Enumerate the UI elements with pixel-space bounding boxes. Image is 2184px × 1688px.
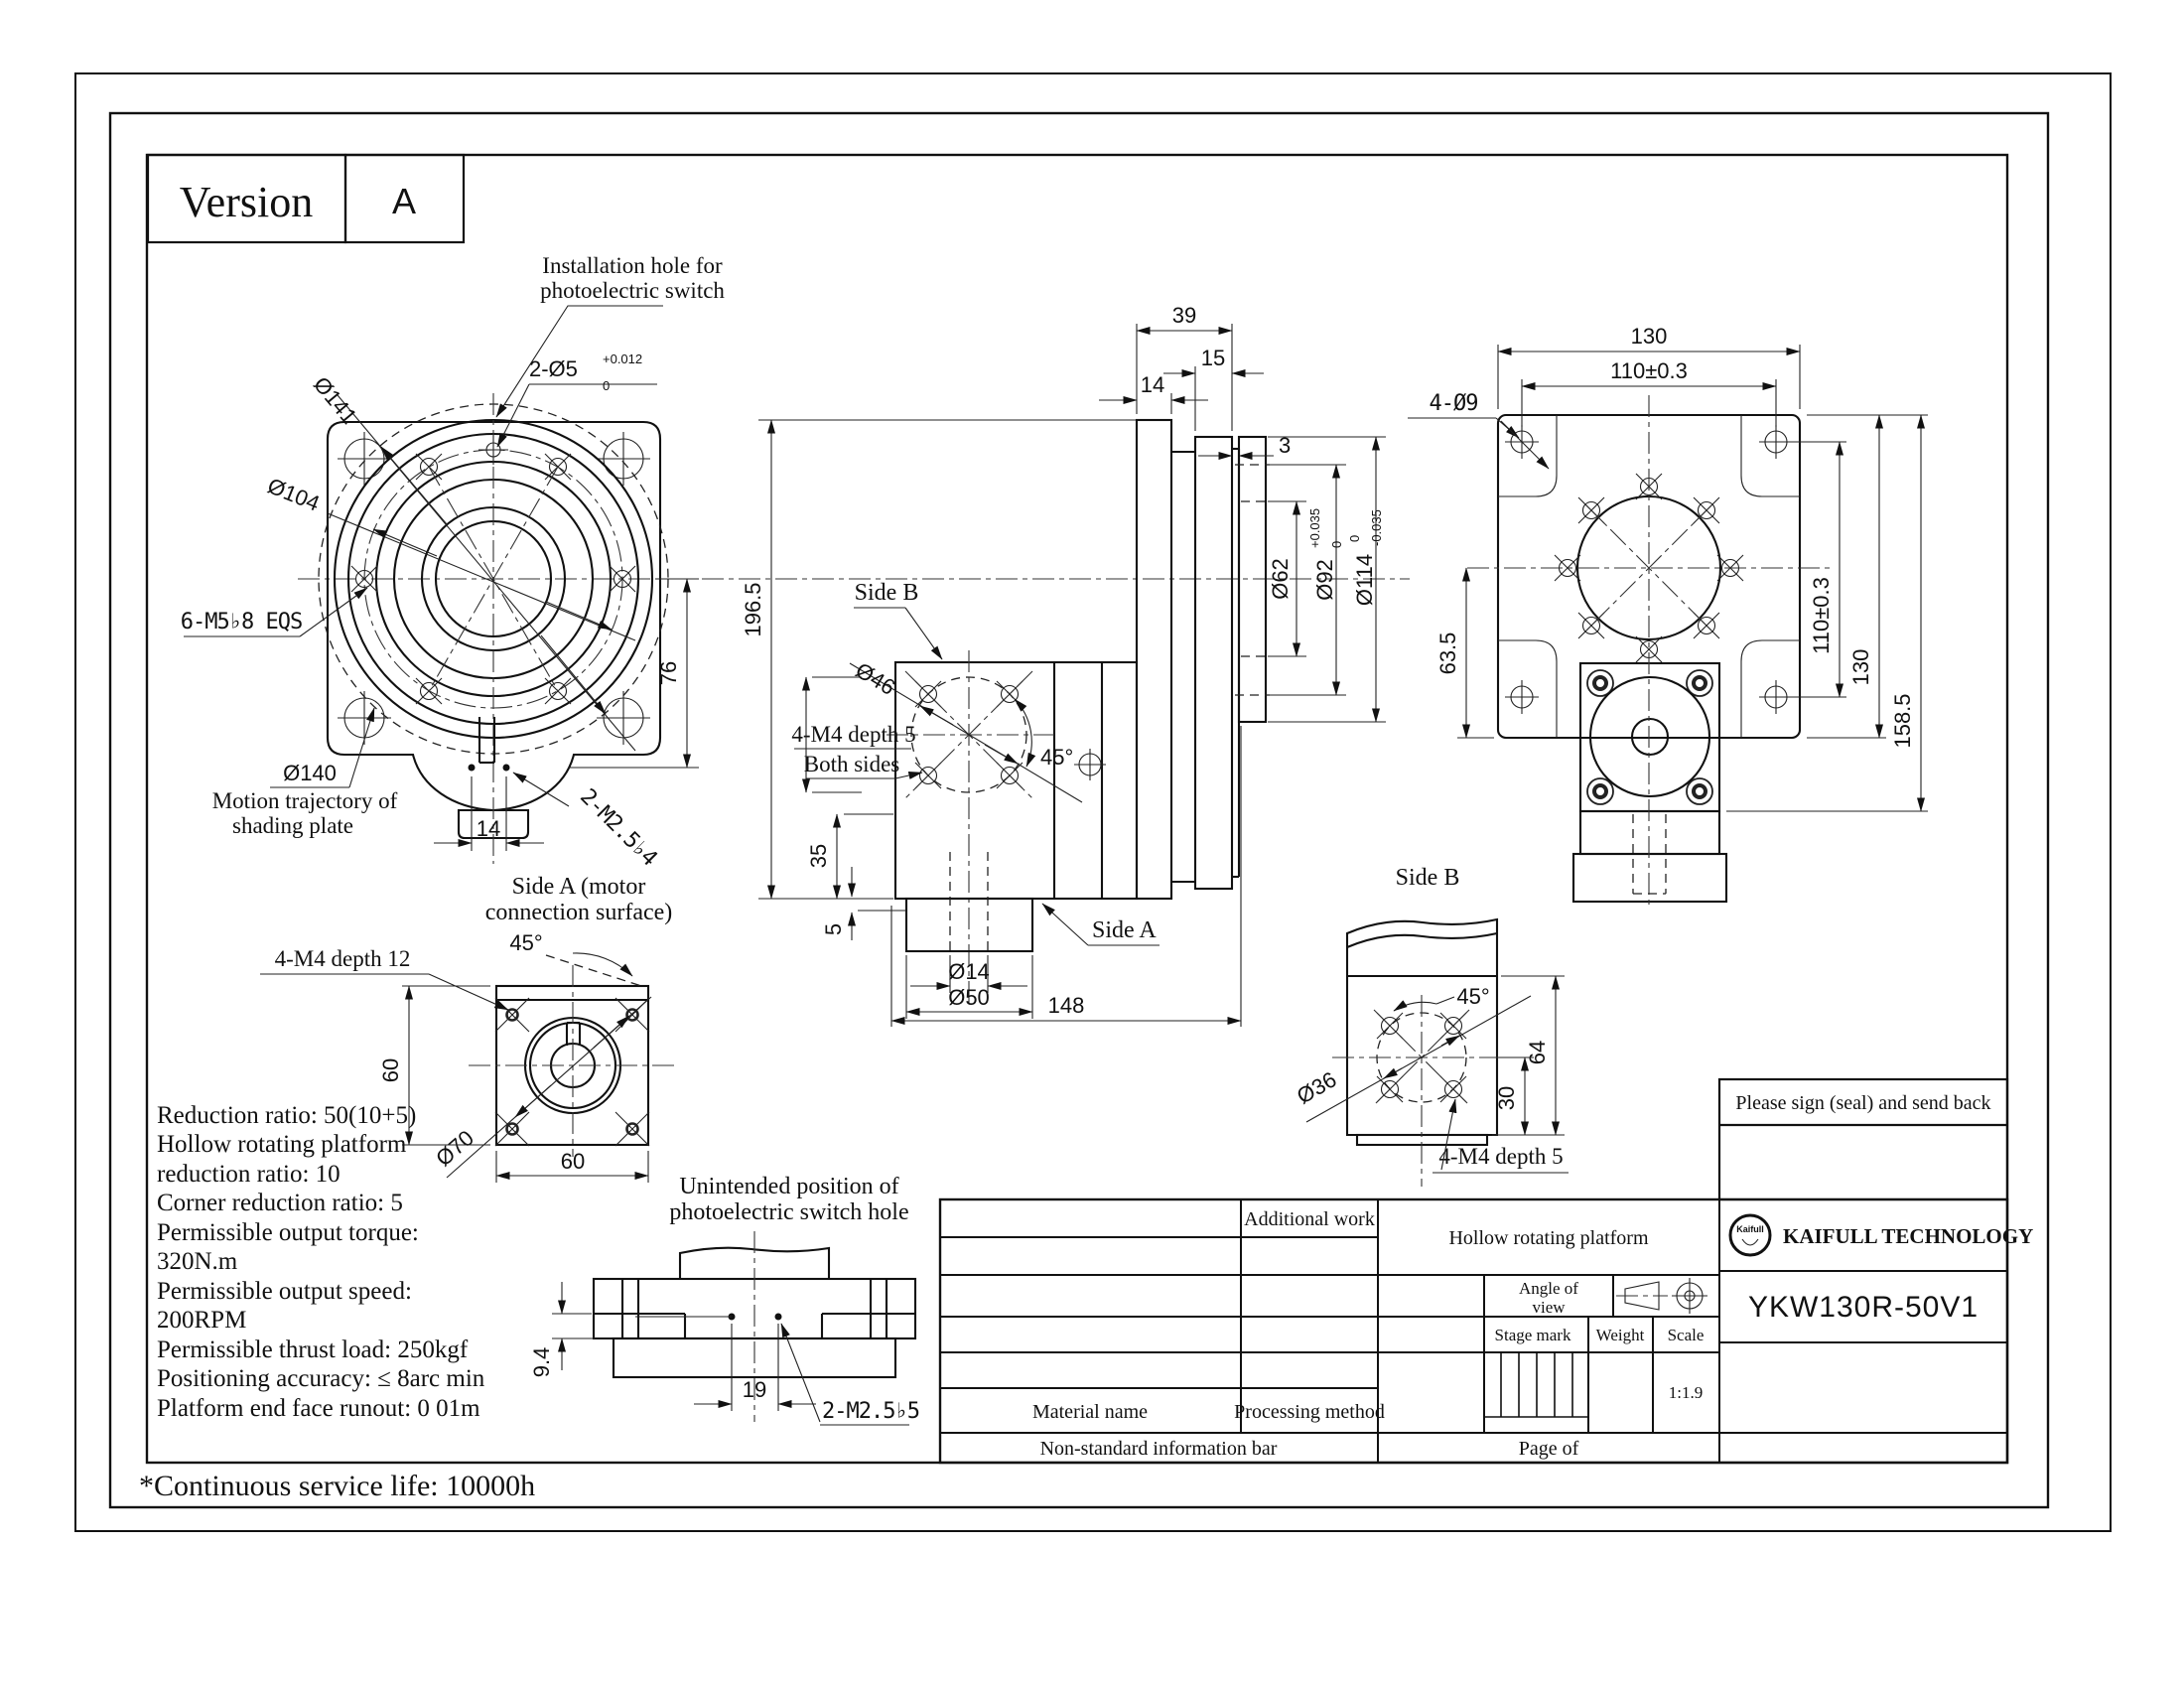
dim-2xd5-tol-upper: +0.012 — [603, 352, 643, 366]
callout-m25-front: 2-M2.5♭4 — [575, 783, 662, 871]
dim-15: 15 — [1200, 346, 1226, 370]
dim-60-vertical: 60 — [378, 1057, 403, 1083]
spec-line: Corner reduction ratio: 5 — [157, 1190, 403, 1216]
dim-130-top: 130 — [1630, 324, 1668, 349]
part-number: YKW130R-50V1 — [1747, 1291, 1979, 1324]
callout-m25-bottom: 2-M2.5♭5 — [822, 1399, 919, 1424]
dim-14-section: 14 — [1140, 372, 1165, 397]
dim-3: 3 — [1279, 433, 1292, 458]
spec-line: Positioning accuracy: ≤ 8arc min — [157, 1365, 485, 1392]
side-a-title-line2: connection surface) — [484, 900, 673, 925]
callout-m4-depth5: 4-M4 depth 5 — [1438, 1144, 1564, 1169]
dim-60-horizontal: 60 — [560, 1149, 586, 1174]
dim-2xd5-tol-lower: 0 — [603, 378, 611, 393]
dim-14-front: 14 — [476, 816, 501, 841]
label-side-a-section: Side A — [1092, 917, 1157, 943]
cell-nonstandard-bar: Non-standard information bar — [1039, 1438, 1278, 1460]
callout-install-line2: photoelectric switch — [540, 278, 725, 303]
photo-switch-title-line2: photoelectric switch hole — [669, 1199, 909, 1225]
cell-page-of: Page of — [1518, 1438, 1579, 1460]
cell-angle-of-view-line1: Angle of — [1519, 1279, 1578, 1298]
dim-30: 30 — [1494, 1085, 1519, 1111]
dim-130-right: 130 — [1848, 648, 1873, 686]
callout-m5-holes: 6-M5♭8 EQS — [180, 610, 303, 634]
dim-d92-tol-lower: 0 — [1329, 540, 1344, 548]
dim-d114: Ø114 — [1352, 553, 1377, 607]
dim-d36: Ø36 — [1292, 1066, 1341, 1109]
cell-processing-method: Processing method — [1234, 1401, 1385, 1423]
dim-35: 35 — [806, 843, 831, 869]
dim-d46: Ø46 — [851, 657, 900, 700]
dim-d14: Ø14 — [948, 959, 990, 984]
version-value: A — [391, 181, 417, 221]
spec-line: Hollow rotating platform — [157, 1131, 407, 1158]
cell-weight: Weight — [1595, 1326, 1645, 1344]
cell-additional-work: Additional work — [1244, 1208, 1375, 1230]
label-motion-line2: shading plate — [232, 813, 353, 838]
footnote: *Continuous service life: 10000h — [139, 1470, 536, 1502]
dim-19: 19 — [742, 1377, 767, 1402]
dim-39: 39 — [1171, 303, 1197, 328]
callout-m4-depth12: 4-M4 depth 12 — [274, 946, 411, 971]
dim-d92-tol-upper: +0.035 — [1307, 507, 1322, 548]
logo-text: Kaifull — [1736, 1224, 1764, 1234]
dim-64: 64 — [1525, 1040, 1550, 1065]
cell-product-name: Hollow rotating platform — [1448, 1227, 1649, 1249]
company-name: KAIFULL TECHNOLOGY — [1783, 1224, 2034, 1248]
label-motion-line1: Motion trajectory of — [211, 788, 398, 813]
dim-110-top: 110±0.3 — [1610, 358, 1688, 383]
dim-45-side-a: 45° — [509, 930, 543, 955]
dim-76: 76 — [656, 660, 681, 686]
version-label: Version — [179, 178, 314, 226]
cell-scale: Scale — [1667, 1326, 1705, 1344]
dim-d104: Ø104 — [264, 473, 324, 516]
spec-line: Reduction ratio: 50(10+5) — [157, 1102, 417, 1129]
cell-material-name: Material name — [1031, 1401, 1149, 1423]
dim-110-right: 110±0.3 — [1809, 577, 1834, 654]
dim-d70: Ø70 — [431, 1125, 478, 1172]
spec-line: reduction ratio: 10 — [157, 1161, 341, 1188]
dim-d50: Ø50 — [948, 985, 990, 1010]
spec-line: 200RPM — [157, 1307, 247, 1334]
dim-d92: Ø92 — [1312, 559, 1337, 601]
dim-148: 148 — [1047, 993, 1085, 1018]
spec-line: Permissible thrust load: 250kgf — [157, 1336, 469, 1363]
dim-196-5: 196.5 — [741, 582, 765, 637]
dim-63-5: 63.5 — [1435, 632, 1460, 675]
sign-back-note: Please sign (seal) and send back — [1735, 1092, 1991, 1114]
side-a-title-line1: Side A (motor — [511, 874, 646, 900]
dim-5: 5 — [821, 922, 846, 936]
side-b-title: Side B — [1395, 865, 1460, 891]
dim-d140: Ø140 — [283, 761, 337, 785]
spec-line: Platform end face runout: 0 01m — [157, 1395, 480, 1422]
cell-angle-of-view-line2: view — [1532, 1298, 1566, 1317]
photo-switch-title-line1: Unintended position of — [679, 1174, 899, 1199]
spec-line: 320N.m — [157, 1248, 238, 1275]
dim-158-5: 158.5 — [1890, 693, 1915, 749]
label-both-sides: Both sides — [803, 752, 900, 776]
cell-scale-value: 1:1.9 — [1668, 1383, 1704, 1402]
dim-d141: Ø141 — [308, 371, 362, 429]
label-side-b-section: Side B — [854, 580, 919, 606]
dim-d62: Ø62 — [1268, 558, 1293, 600]
dim-d114-tol-lower: -0.035 — [1369, 509, 1384, 546]
spec-line: Permissible output speed: — [157, 1278, 412, 1305]
callout-4xd9: 4-Ø9 — [1429, 391, 1478, 416]
spec-line: Permissible output torque: — [157, 1219, 419, 1246]
cell-stage-mark: Stage mark — [1494, 1326, 1571, 1344]
callout-install-line1: Installation hole for — [542, 253, 723, 278]
dim-9-4: 9.4 — [529, 1346, 554, 1378]
dim-d114-tol-upper: 0 — [1347, 534, 1362, 542]
dim-45-section: 45° — [1040, 745, 1074, 770]
dim-2xd5: 2-Ø5 — [529, 356, 578, 381]
callout-m4-both: 4-M4 depth 5 — [791, 722, 916, 747]
dim-45-side-b: 45° — [1456, 984, 1490, 1009]
